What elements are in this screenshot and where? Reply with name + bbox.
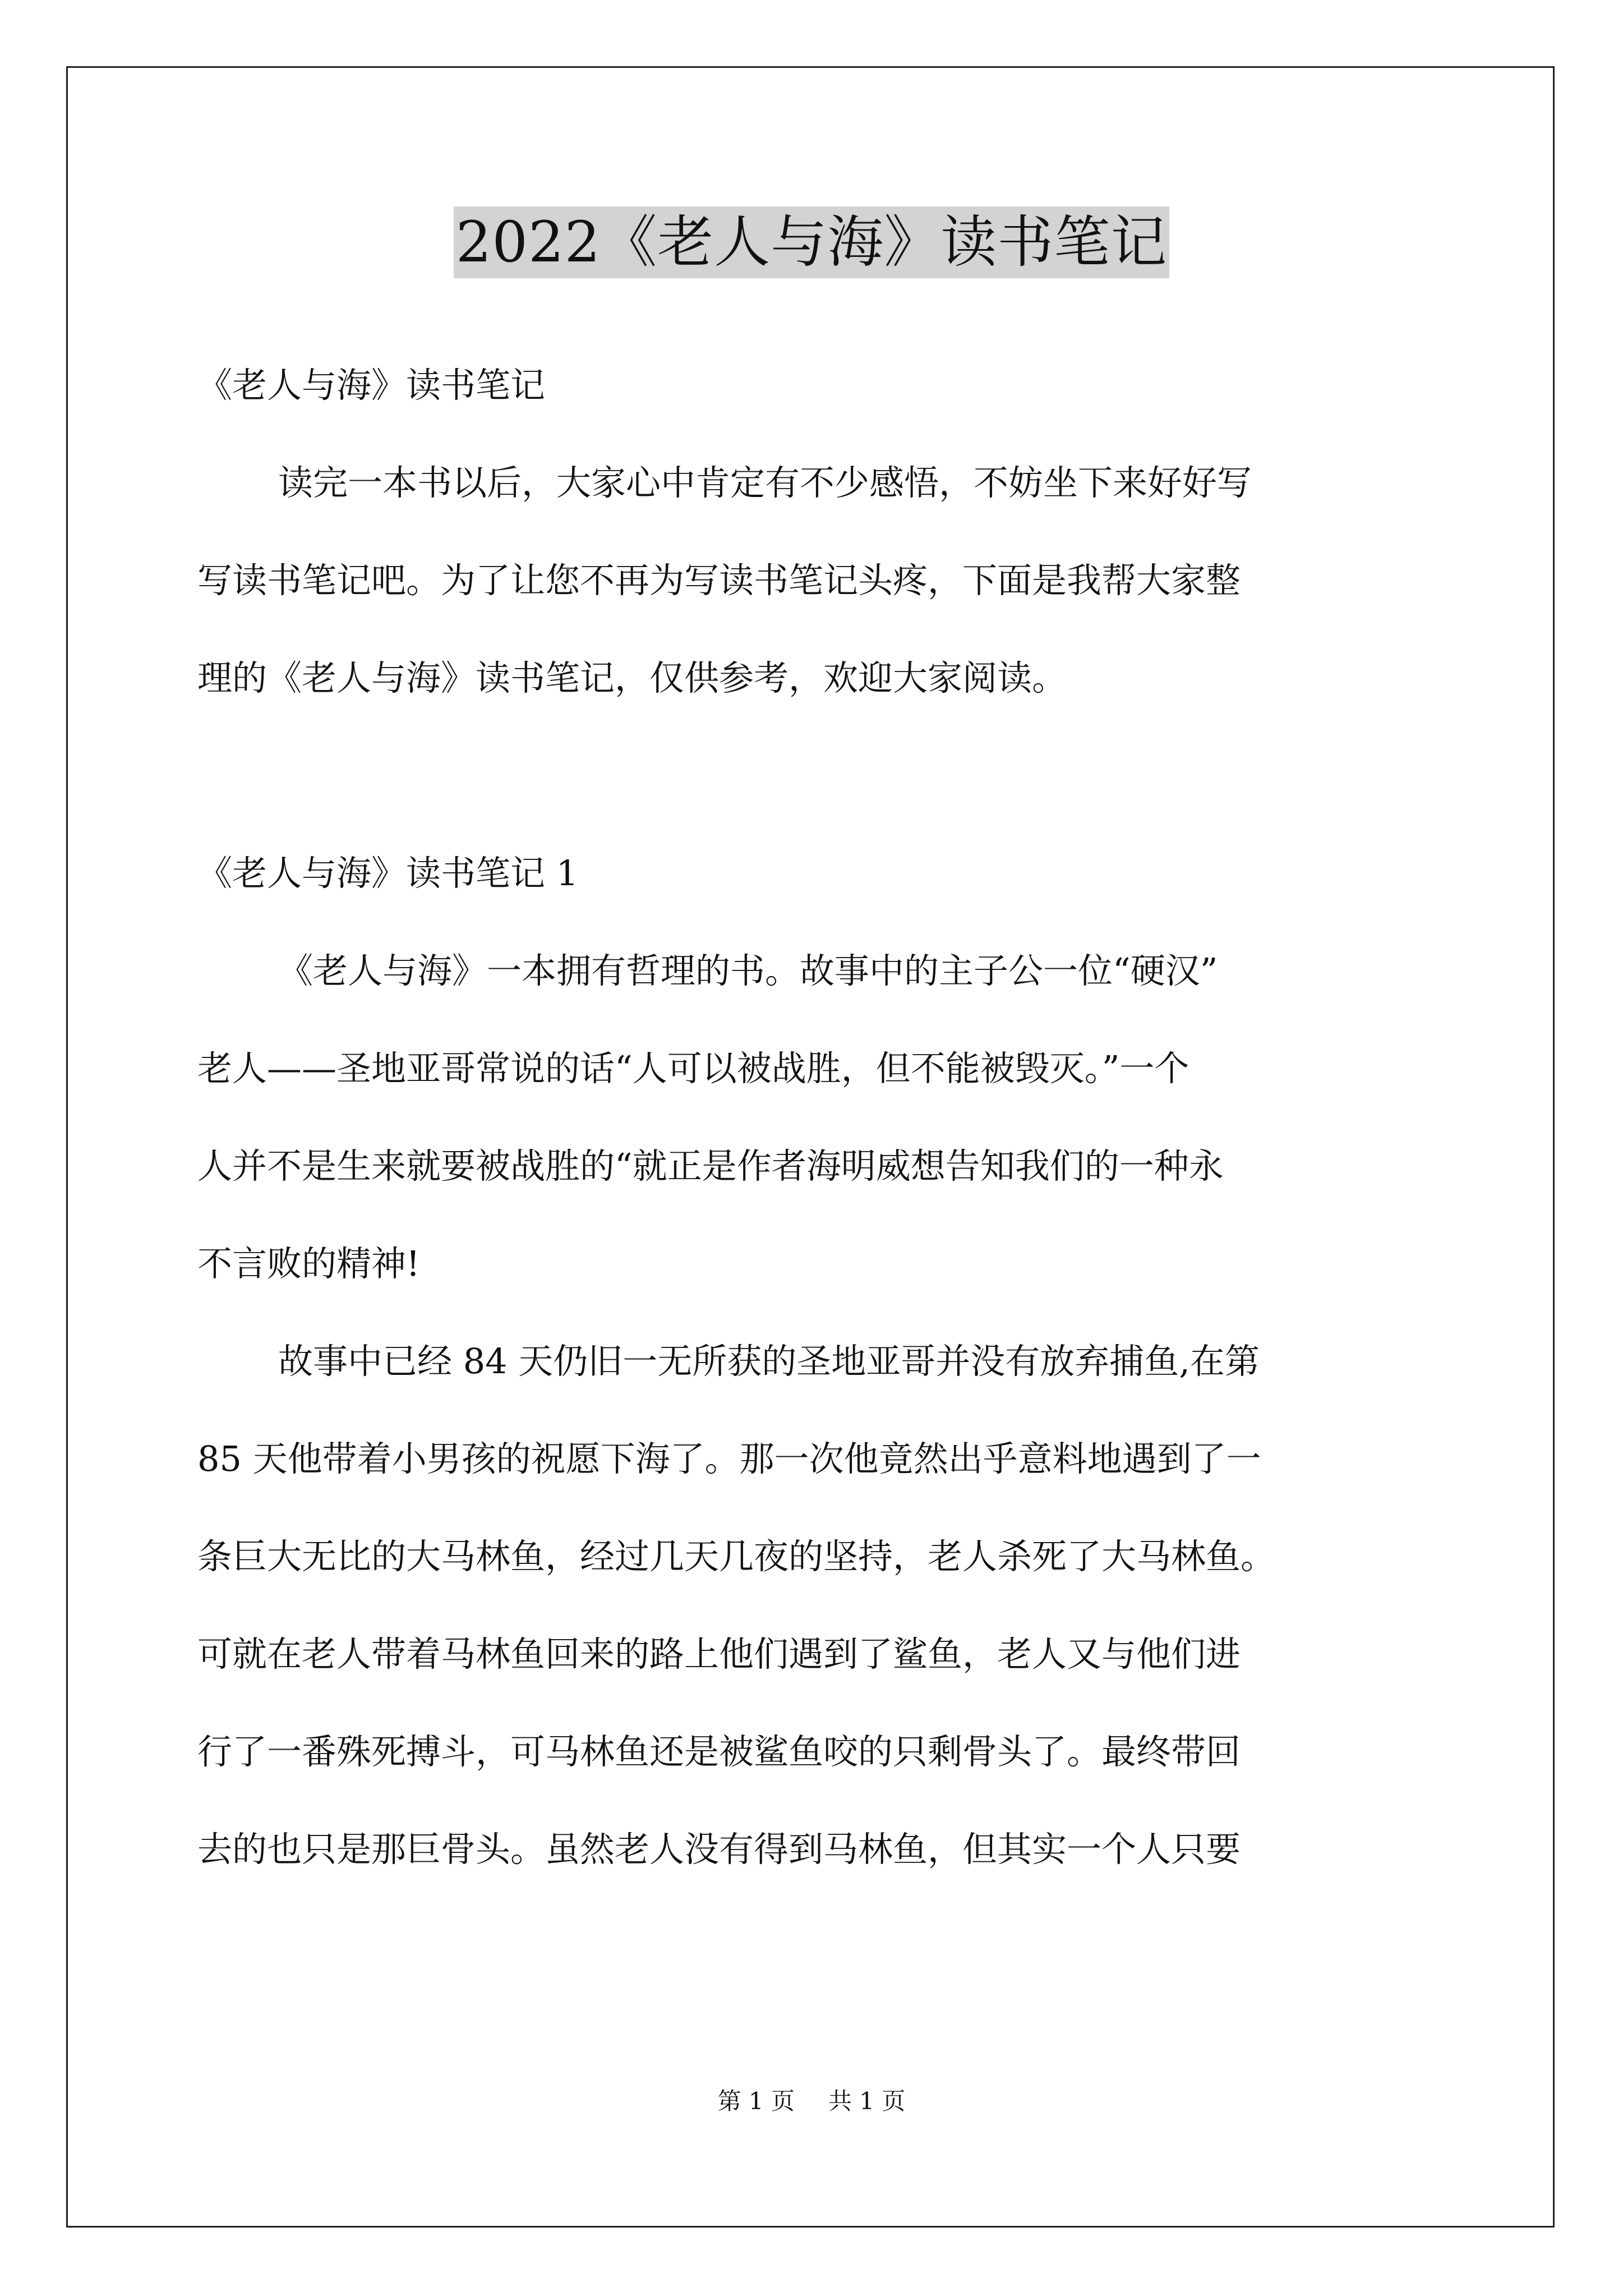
paragraph-line: 去的也只是那巨骨头。虽然老人没有得到马林鱼，但其实一个人只要 [197,1829,1241,1870]
paragraph-line: 不言败的精神! [197,1243,420,1284]
paragraph-line: 《老人与海》一本拥有哲理的书。故事中的主子公一位“硬汉” [278,950,1218,991]
paragraph-line: 老人——圣地亚哥常说的话“人可以被战胜，但不能被毁灭。”一个 [197,1048,1189,1089]
title-container [0,206,1623,278]
page-footer [0,2085,1623,2118]
section-heading: 《老人与海》读书笔记 1 [197,853,579,894]
paragraph-line: 理的《老人与海》读书笔记，仅供参考，欢迎大家阅读。 [197,657,1067,698]
page-total: 共 1 页 [828,2087,906,2115]
paragraph-line: 条巨大无比的大马林鱼，经过几天几夜的坚持，老人杀死了大马林鱼。 [197,1536,1276,1577]
paragraph-line: 可就在老人带着马林鱼回来的路上他们遇到了鲨鱼，老人又与他们进 [197,1634,1241,1674]
document-body [197,337,1437,1898]
paragraph-line: 读完一本书以后，大家心中肯定有不少感悟，不妨坐下来好好写 [278,462,1252,503]
paragraph-line: 故事中已经 84 天仍旧一无所获的圣地亚哥并没有放弃捕鱼,在第 [278,1341,1260,1382]
intro-heading: 《老人与海》读书笔记 [197,365,546,406]
paragraph-line: 85 天他带着小男孩的祝愿下海了。那一次他竟然出乎意料地遇到了一 [197,1438,1261,1479]
paragraph-line: 写读书笔记吧。为了让您不再为写读书笔记头疼，下面是我帮大家整 [197,560,1241,601]
document-title: 2022《老人与海》读书笔记 [454,206,1170,278]
page-number: 第 1 页 [717,2087,795,2115]
blank-line [197,727,1437,825]
paragraph-line: 人并不是生来就要被战胜的“就正是作者海明威想告知我们的一种永 [197,1145,1224,1186]
paragraph-line: 行了一番殊死搏斗，可马林鱼还是被鲨鱼咬的只剩骨头了。最终带回 [197,1731,1241,1772]
